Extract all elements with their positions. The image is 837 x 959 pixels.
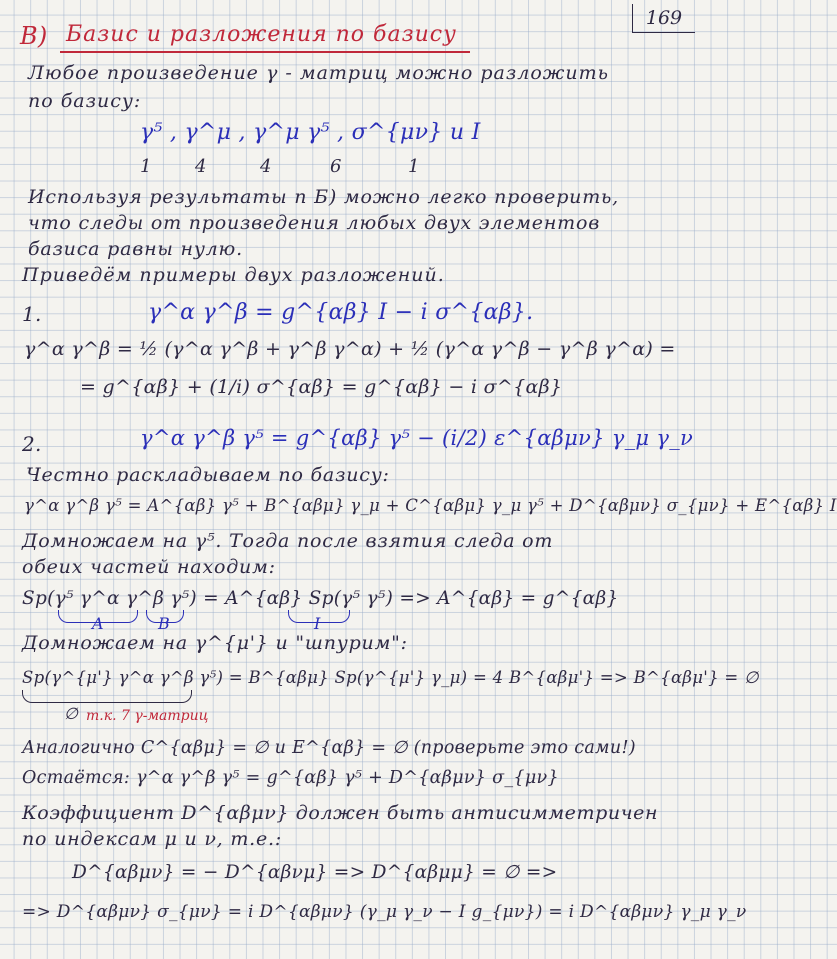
intro-line-1: Любое произведение γ - матриц можно разложить bbox=[28, 62, 609, 84]
example-1-equation: γ^α γ^β = g^{αβ} I − i σ^{αβ}. bbox=[148, 300, 534, 325]
using-line-3: базиса равны нулю. bbox=[28, 238, 243, 260]
basis-count-1: 1 bbox=[140, 156, 152, 177]
intro-line-2: по базису: bbox=[28, 90, 142, 112]
similarly-line: Аналогично C^{αβμ} = ∅ и E^{αβ} = ∅ (проверьте это сами!) bbox=[22, 738, 636, 758]
brace-trace-mu bbox=[22, 690, 192, 703]
label-i: I bbox=[314, 614, 321, 633]
expansion-equation: γ^α γ^β γ⁵ = A^{αβ} γ⁵ + B^{αβμ} γ_μ + C^{αβμ} γ_μ γ⁵ + D^{αβμν} σ_{μν} + E^{αβ} I bbox=[24, 496, 837, 515]
final-equation: => D^{αβμν} σ_{μν} = i D^{αβμν} (γ_μ γ_ν − I g_{μν}) = i D^{αβμν} γ_μ γ_ν bbox=[22, 902, 747, 922]
example-1-number: 1. bbox=[22, 302, 42, 326]
remains-line: Остаётся: γ^α γ^β γ⁵ = g^{αβ} γ⁵ + D^{αβμν} σ_{μν} bbox=[22, 768, 559, 788]
antisymmetry-line: D^{αβμν} = − D^{αβνμ} => D^{αβμμ} = ∅ => bbox=[72, 862, 558, 883]
multiply-mu-line: Домножаем на γ^{μ'} и "шпурим": bbox=[22, 632, 408, 654]
basis-count-4: 6 bbox=[330, 156, 342, 177]
label-b: B bbox=[158, 614, 170, 633]
examples-line: Приведём примеры двух разложений. bbox=[22, 264, 445, 286]
example-2-equation: γ^α γ^β γ⁵ = g^{αβ} γ⁵ − (i/2) ε^{αβμν} γ_μ γ_ν bbox=[140, 426, 694, 450]
derivation-line-1: γ^α γ^β = ½ (γ^α γ^β + γ^β γ^α) + ½ (γ^α γ^β − γ^β γ^α) = bbox=[24, 338, 676, 360]
trace-mu-equation: Sp(γ^{μ'} γ^α γ^β γ⁵) = B^{αβμ} Sp(γ^{μ'} γ_μ) = 4 B^{αβμ'} => B^{αβμ'} = ∅ bbox=[22, 668, 759, 687]
section-label: В) bbox=[20, 22, 48, 50]
multiply-line-2: обеих частей находим: bbox=[22, 556, 276, 578]
title-underline bbox=[60, 51, 470, 53]
zero-note: ∅ bbox=[64, 704, 78, 723]
page-number: 169 bbox=[632, 4, 695, 33]
derivation-line-2: = g^{αβ} + (1/i) σ^{αβ} = g^{αβ} − i σ^{αβ} bbox=[80, 376, 563, 398]
section-title: Базис и разложения по базису bbox=[66, 22, 457, 47]
basis-list: γ⁵ , γ^μ , γ^μ γ⁵ , σ^{μν} и I bbox=[140, 120, 481, 145]
basis-count-5: 1 bbox=[408, 156, 420, 177]
coefficient-line-1: Коэффициент D^{αβμν} должен быть антисимметричен bbox=[22, 802, 659, 824]
trace-equation: Sp(γ⁵ γ^α γ^β γ⁵) = A^{αβ} Sp(γ⁵ γ⁵) => A^{αβ} = g^{αβ} bbox=[22, 588, 619, 609]
honest-line: Честно раскладываем по базису: bbox=[26, 464, 390, 486]
basis-count-2: 4 bbox=[195, 156, 207, 177]
seven-matrices-note: т.к. 7 γ-матриц bbox=[86, 708, 209, 724]
multiply-line-1: Домножаем на γ⁵. Тогда после взятия следа от bbox=[22, 530, 554, 552]
example-2-number: 2. bbox=[22, 432, 42, 456]
basis-count-3: 4 bbox=[260, 156, 272, 177]
using-line-1: Используя результаты п Б) можно легко проверить, bbox=[28, 186, 620, 208]
label-a: A bbox=[92, 614, 104, 633]
using-line-2: что следы от произведения любых двух элементов bbox=[28, 212, 601, 234]
coefficient-line-2: по индексам μ и ν, т.е.: bbox=[22, 828, 283, 850]
